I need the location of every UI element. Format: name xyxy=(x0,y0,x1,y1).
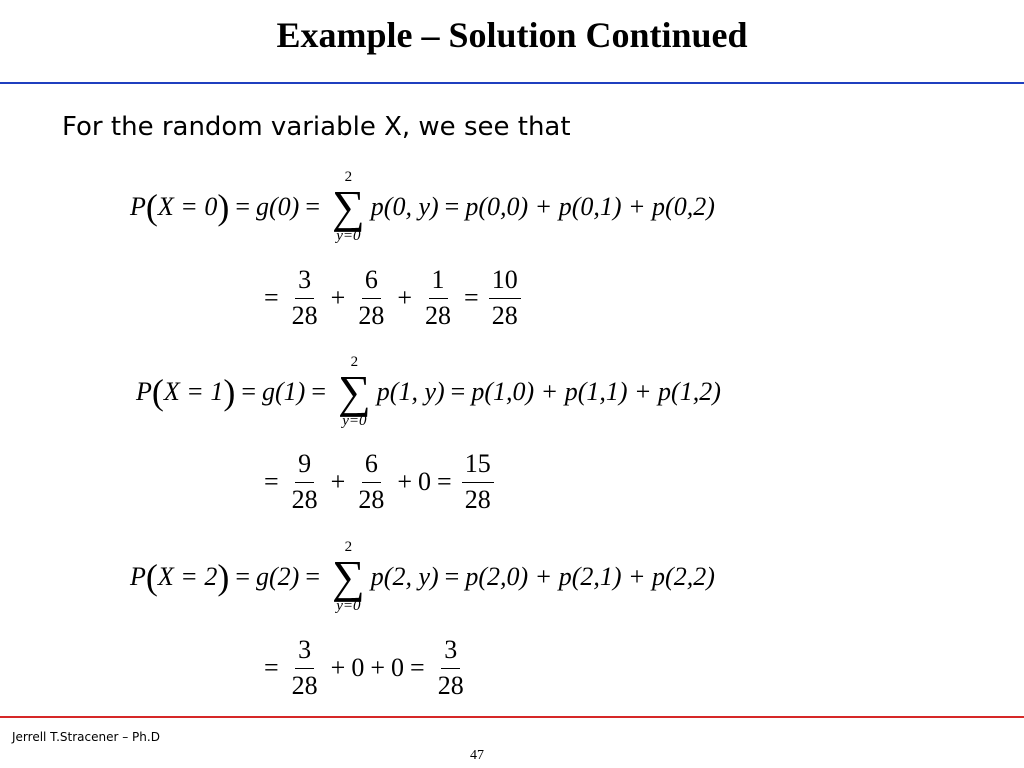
fraction: $\frac{6}{28}$ xyxy=(358,265,385,330)
p-symbol: P xyxy=(130,191,146,221)
sum-term: p(0, y) xyxy=(370,191,439,221)
fraction: $\frac{6}{28}$ xyxy=(358,449,385,514)
sum-term: p(1, y) xyxy=(376,376,445,406)
fraction: $\frac{3}{28}$ xyxy=(291,635,318,700)
expansion: p(1,0) + p(1,1) + p(1,2) xyxy=(471,376,721,406)
equation-px0: P ( X = 0 ) = g(0) = 2 ∑ y=0 p(0, y) = p(0,0) + p(0,1) + p(0,2) xyxy=(130,169,715,244)
sum-term: p(2, y) xyxy=(370,561,439,591)
zero-term: 0 xyxy=(351,653,365,683)
lhs-inner: X = 2 xyxy=(157,561,218,591)
equation-px0-values: = $\frac{3}{28}$ + $\frac{6}{28}$ + $\frac{1}{28}$ = $\frac{10}{28}$ xyxy=(258,266,525,330)
result-fraction: $\frac{3}{28}$ xyxy=(437,635,464,700)
footer-author: Jerrell T.Stracener – Ph.D xyxy=(12,730,160,744)
lhs-inner: X = 1 xyxy=(163,376,224,406)
equation-px1-values: = $\frac{9}{28}$ + $\frac{6}{28}$ + 0 = $\frac{15}{28}$ xyxy=(258,450,498,514)
g-value: g(1) xyxy=(262,376,306,406)
p-symbol: P xyxy=(136,376,152,406)
result-fraction: $\frac{15}{28}$ xyxy=(462,450,494,514)
footer-divider xyxy=(0,716,1024,718)
summation: 2 ∑ y=0 xyxy=(338,354,371,429)
title-divider xyxy=(0,82,1024,84)
intro-text: For the random variable X, we see that xyxy=(62,112,571,142)
result-fraction: $\frac{10}{28}$ xyxy=(489,266,521,330)
expansion: p(2,0) + p(2,1) + p(2,2) xyxy=(465,561,715,591)
equation-px2: P ( X = 2 ) = g(2) = 2 ∑ y=0 p(2, y) = p(2,0) + p(2,1) + p(2,2) xyxy=(130,539,715,614)
expansion: p(0,0) + p(0,1) + p(0,2) xyxy=(465,191,715,221)
zero-term: 0 xyxy=(418,467,432,497)
equation-px1: P ( X = 1 ) = g(1) = 2 ∑ y=0 p(1, y) = p(1,0) + p(1,1) + p(1,2) xyxy=(136,354,721,429)
p-symbol: P xyxy=(130,561,146,591)
slide-title: Example – Solution Continued xyxy=(276,15,748,55)
g-value: g(0) xyxy=(256,191,300,221)
fraction: $\frac{1}{28}$ xyxy=(425,265,452,330)
lhs-inner: X = 0 xyxy=(157,191,218,221)
g-value: g(2) xyxy=(256,561,300,591)
fraction: $\frac{3}{28}$ xyxy=(291,265,318,330)
summation: 2 ∑ y=0 xyxy=(332,539,365,614)
zero-term: 0 xyxy=(391,653,405,683)
fraction: $\frac{9}{28}$ xyxy=(291,449,318,514)
summation: 2 ∑ y=0 xyxy=(332,169,365,244)
page-number: 47 xyxy=(470,748,484,763)
equation-px2-values: = $\frac{3}{28}$ + 0 + 0 = $\frac{3}{28}$ xyxy=(258,636,471,700)
